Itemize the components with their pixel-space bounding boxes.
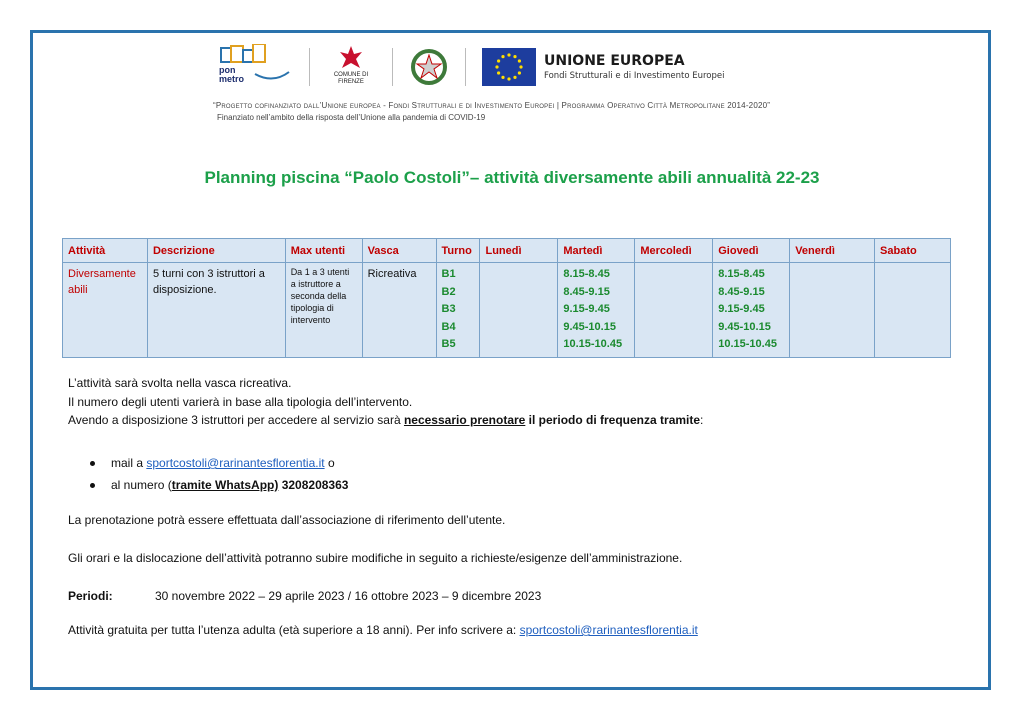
header-lunedi: Lunedì (480, 239, 558, 263)
eu-title: UNIONE EUROPEA (544, 53, 685, 69)
colon-text: : (700, 413, 704, 427)
time-slot: 8.45-9.15 (563, 285, 610, 298)
bullet-icon (90, 483, 95, 488)
periodi-line (68, 589, 541, 603)
header-max-utenti: Max utenti (285, 239, 362, 263)
paragraph-prenotazione (68, 413, 703, 427)
paragraph-booking: La prenotazione potrà essere effettuata dall’associazione di riferimento dell’utente. (68, 513, 506, 527)
cell-sabato (875, 263, 951, 358)
time-slot: 8.45-9.15 (718, 285, 765, 298)
contact-list (90, 452, 348, 496)
paragraph-vasca: L’attività sarà svolta nella vasca ricreativa. (68, 376, 292, 390)
email-link[interactable]: sportcostoli@rarinantesflorentia.it (146, 456, 325, 470)
cell-descrizione: 5 turni con 3 istruttori a disposizione. (147, 263, 285, 358)
logo-separator (392, 48, 393, 86)
header-vasca: Vasca (362, 239, 436, 263)
periodi-label: Periodi: (68, 589, 113, 603)
periodi-value: 30 novembre 2022 – 29 aprile 2023 / 16 ottobre 2023 – 9 dicembre 2023 (155, 589, 542, 603)
cell-lunedi (480, 263, 558, 358)
header-sabato: Sabato (875, 239, 951, 263)
bullet-icon (90, 461, 95, 466)
turno-item: B4 (441, 320, 456, 333)
logo-separator (465, 48, 466, 86)
header-turno: Turno (436, 239, 480, 263)
paragraph-free (68, 623, 698, 637)
schedule-table (62, 238, 951, 358)
time-slot: 8.15-8.45 (563, 268, 610, 280)
phone-prefix: al numero ( (111, 478, 172, 492)
header-giovedi: Giovedì (713, 239, 790, 263)
time-slot: 10.15-10.45 (563, 338, 623, 350)
cell-venerdi (790, 263, 875, 358)
mail-prefix: mail a (111, 456, 147, 470)
periodo-text: il periodo di frequenza tramite (525, 413, 701, 427)
eu-subtitle: Fondi Strutturali e di Investimento Europei (544, 71, 725, 81)
header-venerdi: Venerdì (790, 239, 875, 263)
cell-mercoledi (635, 263, 713, 358)
time-slot: 9.15-9.45 (718, 303, 765, 315)
cell-turni (436, 263, 480, 358)
project-funding-line: “Progetto cofinanziato dall’Unione europea - Fondi Strutturali e di Investimento Europei | Programma Operativo Città Metropolitane 2014-2020” (213, 101, 771, 110)
time-slot: 9.45-10.15 (563, 320, 616, 333)
cell-attivita: Diversamente abili (63, 263, 148, 358)
header-descrizione: Descrizione (147, 239, 285, 263)
italian-republic-emblem (409, 45, 449, 89)
whatsapp-text: tramite WhatsApp) (171, 478, 279, 492)
phone-number: 3208208363 (278, 478, 349, 492)
time-slot: 9.15-9.45 (563, 303, 610, 315)
firenze-text: COMUNE DI FIRENZE (333, 72, 369, 85)
paragraph-changes: Gli orari e la dislocazione dell’attività potranno subire modifiche in seguito a richieste/esigenze dell’amministrazione. (68, 551, 683, 565)
cell-vasca: Ricreativa (362, 263, 436, 358)
page-title: Planning piscina “Paolo Costoli”– attività diversamente abili annualità 22-23 (204, 168, 820, 187)
mail-suffix: o (324, 456, 335, 470)
paragraph-text: Avendo a disposizione 3 istruttori per accedere al servizio sarà (68, 413, 404, 427)
turno-item: B5 (441, 338, 456, 350)
free-text: Attività gratuita per tutta l’utenza adulta (età superiore a 18 anni). Per info scrivere a: (68, 623, 520, 637)
logo-bar (215, 42, 724, 92)
table-header-row (63, 239, 951, 263)
turno-item: B3 (441, 303, 456, 315)
time-slot: 9.45-10.15 (718, 320, 771, 333)
paragraph-utenti: Il numero degli utenti varierà in base alla tipologia dell’intervento. (68, 395, 413, 409)
cell-martedi (558, 263, 635, 358)
cell-max-utenti: Da 1 a 3 utenti a istruttore a seconda della tipologia di intervento (285, 263, 362, 358)
header-mercoledi: Mercoledì (635, 239, 713, 263)
logo-separator (309, 48, 310, 86)
pon-metro-logo (215, 44, 293, 90)
header-attivita: Attività (63, 239, 148, 263)
header-martedi: Martedì (558, 239, 635, 263)
pon-metro-text: pon metro (219, 65, 245, 84)
email-link[interactable]: sportcostoli@rarinantesflorentia.it (519, 623, 698, 637)
table-row (63, 263, 951, 358)
turno-item: B2 (441, 285, 456, 298)
necessario-prenotare-text: necessario prenotare (403, 413, 526, 427)
eu-label (544, 53, 724, 81)
covid-funding-line: Finanziato nell’ambito della risposta dell’Unione alla pandemia di COVID-19 (217, 113, 486, 122)
list-item (90, 474, 348, 496)
list-item (90, 452, 348, 474)
time-slot: 10.15-10.45 (718, 338, 777, 350)
eu-flag-icon (482, 48, 536, 86)
time-slot: 8.15-8.45 (718, 268, 765, 280)
firenze-logo (326, 44, 376, 90)
cell-giovedi (713, 263, 790, 358)
turno-item: B1 (441, 268, 456, 280)
